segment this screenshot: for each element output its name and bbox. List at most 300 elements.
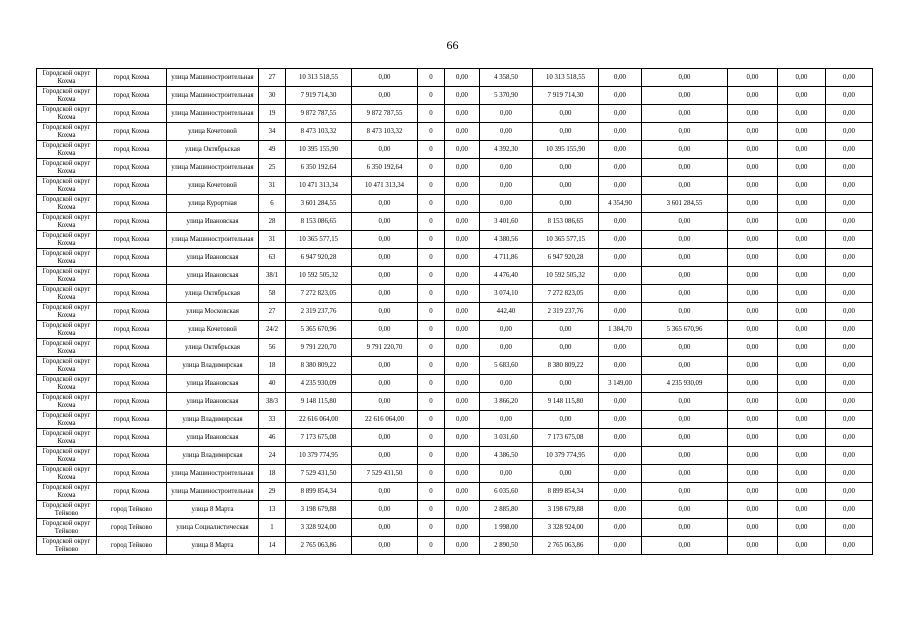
cost-col-8-cell: 0,00 bbox=[826, 285, 873, 303]
cost-col-3-cell: 0,00 bbox=[445, 285, 480, 303]
area-col-2-cell: 0,00 bbox=[599, 465, 642, 483]
area-col-1-cell: 3 401,60 bbox=[480, 213, 533, 231]
cost-col-8-cell: 0,00 bbox=[826, 393, 873, 411]
count-col-cell: 0 bbox=[418, 429, 445, 447]
cost-col-3-cell: 0,00 bbox=[445, 339, 480, 357]
count-col-cell: 0 bbox=[418, 267, 445, 285]
area-col-2-cell: 0,00 bbox=[599, 231, 642, 249]
table-row bbox=[37, 141, 873, 159]
cost-col-6-cell: 0,00 bbox=[728, 249, 778, 267]
cost-col-4-cell: 0,00 bbox=[533, 105, 599, 123]
cost-col-3-cell: 0,00 bbox=[445, 267, 480, 285]
house-number-cell: 24/2 bbox=[259, 321, 286, 339]
cost-col-5-cell: 0,00 bbox=[642, 231, 728, 249]
street-cell: улица Владимирская bbox=[167, 447, 259, 465]
cost-col-4-cell: 10 365 577,15 bbox=[533, 231, 599, 249]
settlement-cell: город Кохма bbox=[97, 303, 167, 321]
cost-col-6-cell: 0,00 bbox=[728, 177, 778, 195]
cost-col-7-cell: 0,00 bbox=[778, 429, 826, 447]
total-cost-cell: 10 592 505,32 bbox=[286, 267, 352, 285]
cost-col-5-cell: 0,00 bbox=[642, 537, 728, 555]
cost-col-2-cell: 0,00 bbox=[352, 249, 418, 267]
cost-col-7-cell: 0,00 bbox=[778, 69, 826, 87]
cost-col-8-cell: 0,00 bbox=[826, 519, 873, 537]
table-row bbox=[37, 483, 873, 501]
count-col-cell: 0 bbox=[418, 159, 445, 177]
cost-col-2-cell: 0,00 bbox=[352, 357, 418, 375]
cost-col-5-cell: 0,00 bbox=[642, 303, 728, 321]
cost-col-5-cell: 0,00 bbox=[642, 177, 728, 195]
area-col-1-cell: 0,00 bbox=[480, 159, 533, 177]
street-cell: улица Машиностроительная bbox=[167, 483, 259, 501]
cost-col-3-cell: 0,00 bbox=[445, 501, 480, 519]
municipality-cell: Городской округ Кохма bbox=[37, 483, 97, 501]
area-col-1-cell: 4 380,56 bbox=[480, 231, 533, 249]
cost-col-8-cell: 0,00 bbox=[826, 69, 873, 87]
house-number-cell: 1 bbox=[259, 519, 286, 537]
cost-col-2-cell: 0,00 bbox=[352, 501, 418, 519]
cost-col-5-cell: 0,00 bbox=[642, 447, 728, 465]
table-row bbox=[37, 159, 873, 177]
cost-col-7-cell: 0,00 bbox=[778, 177, 826, 195]
area-col-1-cell: 2 890,50 bbox=[480, 537, 533, 555]
house-number-cell: 63 bbox=[259, 249, 286, 267]
municipality-cell: Городской округ Кохма bbox=[37, 321, 97, 339]
cost-col-3-cell: 0,00 bbox=[445, 195, 480, 213]
cost-col-7-cell: 0,00 bbox=[778, 231, 826, 249]
cost-col-8-cell: 0,00 bbox=[826, 339, 873, 357]
cost-col-4-cell: 0,00 bbox=[533, 159, 599, 177]
total-cost-cell: 10 365 577,15 bbox=[286, 231, 352, 249]
municipality-cell: Городской округ Тейково bbox=[37, 501, 97, 519]
municipality-cell: Городской округ Кохма bbox=[37, 231, 97, 249]
cost-col-5-cell: 0,00 bbox=[642, 249, 728, 267]
cost-col-7-cell: 0,00 bbox=[778, 195, 826, 213]
table-row bbox=[37, 123, 873, 141]
cost-col-7-cell: 0,00 bbox=[778, 285, 826, 303]
area-col-2-cell: 0,00 bbox=[599, 357, 642, 375]
area-col-2-cell: 0,00 bbox=[599, 519, 642, 537]
area-col-2-cell: 0,00 bbox=[599, 339, 642, 357]
cost-col-8-cell: 0,00 bbox=[826, 465, 873, 483]
count-col-cell: 0 bbox=[418, 357, 445, 375]
table-row bbox=[37, 321, 873, 339]
municipality-cell: Городской округ Кохма bbox=[37, 465, 97, 483]
cost-col-4-cell: 10 313 518,55 bbox=[533, 69, 599, 87]
total-cost-cell: 3 198 679,88 bbox=[286, 501, 352, 519]
cost-col-5-cell: 0,00 bbox=[642, 159, 728, 177]
area-col-2-cell: 0,00 bbox=[599, 483, 642, 501]
settlement-cell: город Кохма bbox=[97, 411, 167, 429]
cost-col-5-cell: 0,00 bbox=[642, 123, 728, 141]
street-cell: улица Машиностроительная bbox=[167, 159, 259, 177]
cost-col-4-cell: 0,00 bbox=[533, 321, 599, 339]
count-col-cell: 0 bbox=[418, 411, 445, 429]
table-row bbox=[37, 267, 873, 285]
municipality-cell: Городской округ Кохма bbox=[37, 267, 97, 285]
cost-col-6-cell: 0,00 bbox=[728, 285, 778, 303]
count-col-cell: 0 bbox=[418, 393, 445, 411]
cost-col-3-cell: 0,00 bbox=[445, 483, 480, 501]
house-number-cell: 14 bbox=[259, 537, 286, 555]
municipality-cell: Городской округ Кохма bbox=[37, 249, 97, 267]
house-number-cell: 13 bbox=[259, 501, 286, 519]
area-col-2-cell: 4 354,90 bbox=[599, 195, 642, 213]
cost-col-4-cell: 0,00 bbox=[533, 177, 599, 195]
count-col-cell: 0 bbox=[418, 483, 445, 501]
area-col-2-cell: 0,00 bbox=[599, 285, 642, 303]
house-number-cell: 24 bbox=[259, 447, 286, 465]
cost-col-5-cell: 0,00 bbox=[642, 105, 728, 123]
area-col-2-cell: 0,00 bbox=[599, 141, 642, 159]
settlement-cell: город Кохма bbox=[97, 213, 167, 231]
count-col-cell: 0 bbox=[418, 231, 445, 249]
settlement-cell: город Кохма bbox=[97, 123, 167, 141]
cost-col-7-cell: 0,00 bbox=[778, 447, 826, 465]
total-cost-cell: 10 471 313,34 bbox=[286, 177, 352, 195]
cost-col-6-cell: 0,00 bbox=[728, 447, 778, 465]
total-cost-cell: 2 765 063,86 bbox=[286, 537, 352, 555]
area-col-1-cell: 0,00 bbox=[480, 339, 533, 357]
cost-col-7-cell: 0,00 bbox=[778, 105, 826, 123]
cost-col-4-cell: 6 947 920,28 bbox=[533, 249, 599, 267]
area-col-1-cell: 1 998,00 bbox=[480, 519, 533, 537]
cost-col-7-cell: 0,00 bbox=[778, 465, 826, 483]
cost-col-4-cell: 8 153 086,65 bbox=[533, 213, 599, 231]
settlement-cell: город Кохма bbox=[97, 69, 167, 87]
area-col-1-cell: 4 386,50 bbox=[480, 447, 533, 465]
settlement-cell: город Кохма bbox=[97, 465, 167, 483]
count-col-cell: 0 bbox=[418, 519, 445, 537]
house-number-cell: 34 bbox=[259, 123, 286, 141]
table-row bbox=[37, 411, 873, 429]
cost-col-2-cell: 0,00 bbox=[352, 483, 418, 501]
cost-col-6-cell: 0,00 bbox=[728, 429, 778, 447]
cost-col-6-cell: 0,00 bbox=[728, 375, 778, 393]
cost-col-2-cell: 0,00 bbox=[352, 393, 418, 411]
street-cell: улица Ивановская bbox=[167, 429, 259, 447]
cost-col-5-cell: 0,00 bbox=[642, 141, 728, 159]
cost-col-5-cell: 0,00 bbox=[642, 429, 728, 447]
cost-col-6-cell: 0,00 bbox=[728, 195, 778, 213]
settlement-cell: город Кохма bbox=[97, 321, 167, 339]
cost-col-6-cell: 0,00 bbox=[728, 411, 778, 429]
area-col-2-cell: 0,00 bbox=[599, 537, 642, 555]
cost-col-8-cell: 0,00 bbox=[826, 159, 873, 177]
table-row bbox=[37, 447, 873, 465]
municipality-cell: Городской округ Кохма bbox=[37, 375, 97, 393]
area-col-1-cell: 0,00 bbox=[480, 177, 533, 195]
cost-col-4-cell: 10 592 505,32 bbox=[533, 267, 599, 285]
cost-col-3-cell: 0,00 bbox=[445, 249, 480, 267]
area-col-2-cell: 0,00 bbox=[599, 177, 642, 195]
cost-col-6-cell: 0,00 bbox=[728, 231, 778, 249]
municipality-cell: Городской округ Кохма bbox=[37, 303, 97, 321]
total-cost-cell: 8 380 809,22 bbox=[286, 357, 352, 375]
settlement-cell: город Кохма bbox=[97, 393, 167, 411]
table-row bbox=[37, 303, 873, 321]
settlement-cell: город Кохма bbox=[97, 375, 167, 393]
area-col-2-cell: 0,00 bbox=[599, 87, 642, 105]
total-cost-cell: 9 791 220,70 bbox=[286, 339, 352, 357]
cost-col-6-cell: 0,00 bbox=[728, 213, 778, 231]
table-row bbox=[37, 501, 873, 519]
street-cell: улица Московская bbox=[167, 303, 259, 321]
total-cost-cell: 7 272 823,05 bbox=[286, 285, 352, 303]
cost-col-2-cell: 0,00 bbox=[352, 141, 418, 159]
settlement-cell: город Кохма bbox=[97, 357, 167, 375]
cost-col-5-cell: 3 601 284,55 bbox=[642, 195, 728, 213]
count-col-cell: 0 bbox=[418, 69, 445, 87]
cost-col-6-cell: 0,00 bbox=[728, 465, 778, 483]
area-col-1-cell: 2 885,80 bbox=[480, 501, 533, 519]
cost-col-4-cell: 7 173 675,08 bbox=[533, 429, 599, 447]
street-cell: улица 8 Марта bbox=[167, 501, 259, 519]
settlement-cell: город Кохма bbox=[97, 429, 167, 447]
municipality-cell: Городской округ Кохма bbox=[37, 213, 97, 231]
area-col-2-cell: 0,00 bbox=[599, 69, 642, 87]
street-cell: улица Кочетовой bbox=[167, 321, 259, 339]
street-cell: улица Кочетовой bbox=[167, 177, 259, 195]
area-col-1-cell: 4 392,30 bbox=[480, 141, 533, 159]
area-col-2-cell: 0,00 bbox=[599, 393, 642, 411]
cost-col-3-cell: 0,00 bbox=[445, 393, 480, 411]
house-number-cell: 27 bbox=[259, 69, 286, 87]
table-row bbox=[37, 537, 873, 555]
cost-col-6-cell: 0,00 bbox=[728, 141, 778, 159]
street-cell: улица 8 Марта bbox=[167, 537, 259, 555]
cost-col-5-cell: 0,00 bbox=[642, 285, 728, 303]
cost-col-5-cell: 4 235 930,09 bbox=[642, 375, 728, 393]
count-col-cell: 0 bbox=[418, 123, 445, 141]
cost-col-4-cell: 0,00 bbox=[533, 375, 599, 393]
area-col-1-cell: 0,00 bbox=[480, 195, 533, 213]
street-cell: улица Машиностроительная bbox=[167, 231, 259, 249]
cost-col-7-cell: 0,00 bbox=[778, 339, 826, 357]
cost-col-7-cell: 0,00 bbox=[778, 303, 826, 321]
total-cost-cell: 10 395 155,90 bbox=[286, 141, 352, 159]
cost-col-7-cell: 0,00 bbox=[778, 357, 826, 375]
municipality-cell: Городской округ Кохма bbox=[37, 141, 97, 159]
municipality-cell: Городской округ Кохма bbox=[37, 123, 97, 141]
cost-col-6-cell: 0,00 bbox=[728, 501, 778, 519]
street-cell: улица Октябрьская bbox=[167, 339, 259, 357]
area-col-1-cell: 0,00 bbox=[480, 375, 533, 393]
settlement-cell: город Кохма bbox=[97, 483, 167, 501]
cost-col-3-cell: 0,00 bbox=[445, 303, 480, 321]
cost-col-3-cell: 0,00 bbox=[445, 105, 480, 123]
street-cell: улица Ивановская bbox=[167, 393, 259, 411]
total-cost-cell: 10 379 774,95 bbox=[286, 447, 352, 465]
area-col-1-cell: 0,00 bbox=[480, 105, 533, 123]
cost-col-5-cell: 0,00 bbox=[642, 267, 728, 285]
area-col-1-cell: 0,00 bbox=[480, 321, 533, 339]
total-cost-cell: 10 313 518,55 bbox=[286, 69, 352, 87]
cost-col-3-cell: 0,00 bbox=[445, 447, 480, 465]
total-cost-cell: 9 872 787,55 bbox=[286, 105, 352, 123]
municipality-cell: Городской округ Тейково bbox=[37, 519, 97, 537]
area-col-2-cell: 0,00 bbox=[599, 429, 642, 447]
cost-col-2-cell: 0,00 bbox=[352, 69, 418, 87]
house-number-cell: 49 bbox=[259, 141, 286, 159]
total-cost-cell: 7 919 714,30 bbox=[286, 87, 352, 105]
total-cost-cell: 2 319 237,76 bbox=[286, 303, 352, 321]
cost-col-4-cell: 3 198 679,88 bbox=[533, 501, 599, 519]
area-col-1-cell: 3 031,60 bbox=[480, 429, 533, 447]
cost-col-4-cell: 0,00 bbox=[533, 195, 599, 213]
cost-col-7-cell: 0,00 bbox=[778, 483, 826, 501]
table-row bbox=[37, 285, 873, 303]
cost-col-5-cell: 0,00 bbox=[642, 411, 728, 429]
settlement-cell: город Кохма bbox=[97, 177, 167, 195]
house-number-cell: 38/1 bbox=[259, 267, 286, 285]
cost-col-5-cell: 0,00 bbox=[642, 393, 728, 411]
municipality-cell: Городской округ Кохма bbox=[37, 339, 97, 357]
cost-col-3-cell: 0,00 bbox=[445, 159, 480, 177]
cost-col-6-cell: 0,00 bbox=[728, 357, 778, 375]
area-col-2-cell: 0,00 bbox=[599, 501, 642, 519]
area-col-1-cell: 3 074,10 bbox=[480, 285, 533, 303]
cost-col-8-cell: 0,00 bbox=[826, 123, 873, 141]
cost-col-4-cell: 0,00 bbox=[533, 465, 599, 483]
cost-col-7-cell: 0,00 bbox=[778, 141, 826, 159]
total-cost-cell: 6 350 192,64 bbox=[286, 159, 352, 177]
cost-col-8-cell: 0,00 bbox=[826, 213, 873, 231]
municipality-cell: Городской округ Тейково bbox=[37, 537, 97, 555]
cost-col-2-cell: 9 791 220,70 bbox=[352, 339, 418, 357]
cost-col-5-cell: 0,00 bbox=[642, 69, 728, 87]
count-col-cell: 0 bbox=[418, 213, 445, 231]
count-col-cell: 0 bbox=[418, 141, 445, 159]
municipality-cell: Городской округ Кохма bbox=[37, 105, 97, 123]
area-col-2-cell: 0,00 bbox=[599, 213, 642, 231]
cost-col-3-cell: 0,00 bbox=[445, 213, 480, 231]
count-col-cell: 0 bbox=[418, 465, 445, 483]
cost-col-8-cell: 0,00 bbox=[826, 177, 873, 195]
cost-col-2-cell: 0,00 bbox=[352, 321, 418, 339]
total-cost-cell: 7 529 431,50 bbox=[286, 465, 352, 483]
cost-col-8-cell: 0,00 bbox=[826, 87, 873, 105]
area-col-2-cell: 0,00 bbox=[599, 303, 642, 321]
count-col-cell: 0 bbox=[418, 375, 445, 393]
cost-col-6-cell: 0,00 bbox=[728, 339, 778, 357]
cost-col-3-cell: 0,00 bbox=[445, 429, 480, 447]
cost-col-4-cell: 2 765 063,86 bbox=[533, 537, 599, 555]
area-col-2-cell: 0,00 bbox=[599, 249, 642, 267]
table-row bbox=[37, 87, 873, 105]
house-number-cell: 31 bbox=[259, 177, 286, 195]
cost-col-8-cell: 0,00 bbox=[826, 105, 873, 123]
table-row bbox=[37, 249, 873, 267]
cost-col-3-cell: 0,00 bbox=[445, 87, 480, 105]
cost-col-4-cell: 0,00 bbox=[533, 339, 599, 357]
cost-col-8-cell: 0,00 bbox=[826, 303, 873, 321]
cost-col-6-cell: 0,00 bbox=[728, 393, 778, 411]
cost-col-4-cell: 10 395 155,90 bbox=[533, 141, 599, 159]
cost-col-8-cell: 0,00 bbox=[826, 357, 873, 375]
area-col-2-cell: 0,00 bbox=[599, 105, 642, 123]
municipality-cell: Городской округ Кохма bbox=[37, 429, 97, 447]
settlement-cell: город Кохма bbox=[97, 249, 167, 267]
cost-col-2-cell: 0,00 bbox=[352, 285, 418, 303]
area-col-2-cell: 0,00 bbox=[599, 123, 642, 141]
total-cost-cell: 9 148 115,80 bbox=[286, 393, 352, 411]
count-col-cell: 0 bbox=[418, 195, 445, 213]
count-col-cell: 0 bbox=[418, 105, 445, 123]
count-col-cell: 0 bbox=[418, 177, 445, 195]
house-number-cell: 31 bbox=[259, 231, 286, 249]
total-cost-cell: 7 173 675,08 bbox=[286, 429, 352, 447]
street-cell: улица Октябрьская bbox=[167, 141, 259, 159]
count-col-cell: 0 bbox=[418, 447, 445, 465]
cost-col-5-cell: 0,00 bbox=[642, 519, 728, 537]
settlement-cell: город Кохма bbox=[97, 141, 167, 159]
count-col-cell: 0 bbox=[418, 321, 445, 339]
total-cost-cell: 8 153 086,65 bbox=[286, 213, 352, 231]
house-number-cell: 18 bbox=[259, 357, 286, 375]
cost-col-2-cell: 0,00 bbox=[352, 519, 418, 537]
cost-col-3-cell: 0,00 bbox=[445, 177, 480, 195]
cost-col-6-cell: 0,00 bbox=[728, 267, 778, 285]
cost-col-3-cell: 0,00 bbox=[445, 411, 480, 429]
settlement-cell: город Кохма bbox=[97, 231, 167, 249]
house-number-cell: 38/3 bbox=[259, 393, 286, 411]
cost-col-6-cell: 0,00 bbox=[728, 105, 778, 123]
cost-col-2-cell: 0,00 bbox=[352, 87, 418, 105]
cost-col-6-cell: 0,00 bbox=[728, 321, 778, 339]
settlement-cell: город Тейково bbox=[97, 537, 167, 555]
cost-col-4-cell: 0,00 bbox=[533, 123, 599, 141]
area-col-2-cell: 0,00 bbox=[599, 447, 642, 465]
street-cell: улица Владимирская bbox=[167, 357, 259, 375]
area-col-1-cell: 6 035,60 bbox=[480, 483, 533, 501]
cost-col-7-cell: 0,00 bbox=[778, 249, 826, 267]
street-cell: улица Владимирская bbox=[167, 411, 259, 429]
area-col-2-cell: 1 384,70 bbox=[599, 321, 642, 339]
house-number-cell: 25 bbox=[259, 159, 286, 177]
table-row bbox=[37, 213, 873, 231]
cost-col-6-cell: 0,00 bbox=[728, 303, 778, 321]
cost-col-8-cell: 0,00 bbox=[826, 195, 873, 213]
street-cell: улица Ивановская bbox=[167, 375, 259, 393]
cost-col-3-cell: 0,00 bbox=[445, 375, 480, 393]
street-cell: улица Машиностроительная bbox=[167, 69, 259, 87]
cost-col-7-cell: 0,00 bbox=[778, 501, 826, 519]
street-cell: улица Машиностроительная bbox=[167, 105, 259, 123]
table-row bbox=[37, 465, 873, 483]
municipality-cell: Городской округ Кохма bbox=[37, 447, 97, 465]
table-row bbox=[37, 105, 873, 123]
cost-col-5-cell: 0,00 bbox=[642, 501, 728, 519]
cost-col-2-cell: 0,00 bbox=[352, 267, 418, 285]
settlement-cell: город Кохма bbox=[97, 447, 167, 465]
municipality-cell: Городской округ Кохма bbox=[37, 69, 97, 87]
cost-col-7-cell: 0,00 bbox=[778, 87, 826, 105]
municipality-cell: Городской округ Кохма bbox=[37, 393, 97, 411]
street-cell: улица Машиностроительная bbox=[167, 465, 259, 483]
cost-col-6-cell: 0,00 bbox=[728, 123, 778, 141]
count-col-cell: 0 bbox=[418, 303, 445, 321]
cost-col-3-cell: 0,00 bbox=[445, 465, 480, 483]
cost-col-2-cell: 9 872 787,55 bbox=[352, 105, 418, 123]
cost-col-2-cell: 0,00 bbox=[352, 429, 418, 447]
area-col-1-cell: 0,00 bbox=[480, 123, 533, 141]
area-col-1-cell: 4 711,86 bbox=[480, 249, 533, 267]
cost-col-2-cell: 22 616 064,00 bbox=[352, 411, 418, 429]
street-cell: улица Социалистическая bbox=[167, 519, 259, 537]
page-number: 66 bbox=[446, 38, 459, 52]
area-col-2-cell: 0,00 bbox=[599, 411, 642, 429]
